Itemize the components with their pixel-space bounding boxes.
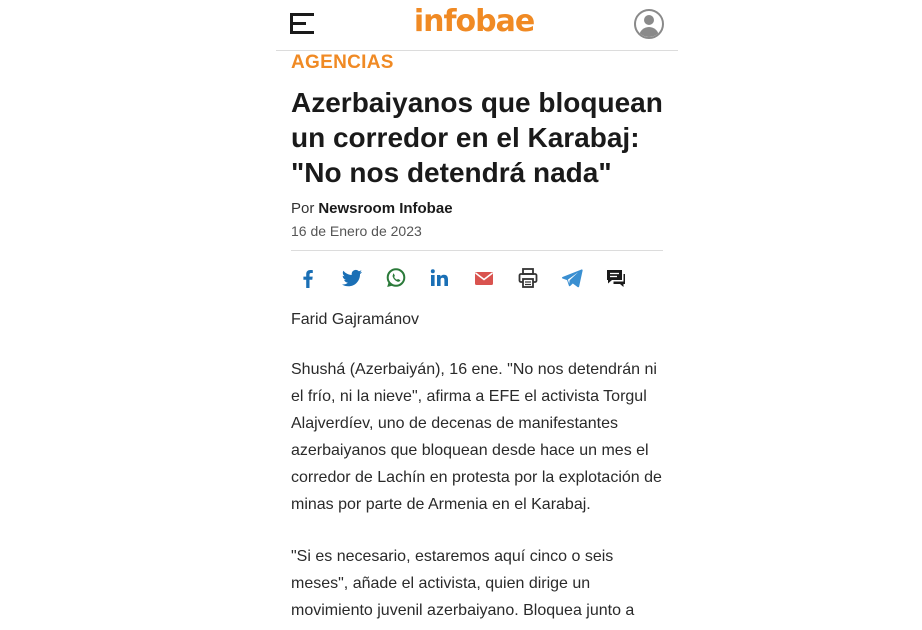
site-logo[interactable]: infobae bbox=[413, 4, 535, 39]
article-title: Azerbaiyanos que bloquean un corredor en el Karabaj: "No nos detendrá nada" bbox=[291, 87, 663, 188]
twitter-icon[interactable] bbox=[340, 266, 364, 290]
publish-date: 16 de Enero de 2023 bbox=[291, 223, 422, 239]
email-icon[interactable] bbox=[472, 266, 496, 290]
print-icon[interactable] bbox=[516, 266, 540, 290]
author-link[interactable]: Newsroom Infobae bbox=[318, 200, 453, 217]
divider bbox=[291, 250, 663, 251]
linkedin-icon[interactable] bbox=[428, 266, 452, 290]
comments-icon[interactable] bbox=[604, 266, 628, 290]
section-label[interactable]: AGENCIAS bbox=[291, 52, 394, 73]
user-account-button[interactable] bbox=[634, 9, 664, 39]
article-paragraph: "Si es necesario, estaremos aquí cinco o seis meses", añade el activista, quien dirige un movimiento juvenil azerbaiyano. Bloquea junto a bbox=[291, 548, 635, 619]
facebook-icon[interactable] bbox=[296, 266, 320, 290]
share-bar bbox=[291, 266, 663, 290]
article-paragraph: Farid Gajramánov bbox=[291, 311, 420, 328]
menu-button[interactable] bbox=[290, 13, 316, 35]
byline bbox=[291, 200, 453, 217]
user-icon bbox=[644, 15, 654, 25]
article-paragraph: Shushá (Azerbaiyán), 16 ene. "No nos detendrán ni el frío, ni la nieve", afirma a EFE el activista Torgul Alajverdíev, uno de decenas de manifestantes azerbaiyanos que bloquean desde hace un mes el corredor de Lachín en protesta por la explotación de minas por parte de Armenia en el Karabaj. bbox=[291, 361, 662, 513]
site-header bbox=[276, 0, 678, 51]
telegram-icon[interactable] bbox=[560, 266, 584, 290]
byline-prefix: Por bbox=[291, 200, 315, 217]
whatsapp-icon[interactable] bbox=[384, 266, 408, 290]
